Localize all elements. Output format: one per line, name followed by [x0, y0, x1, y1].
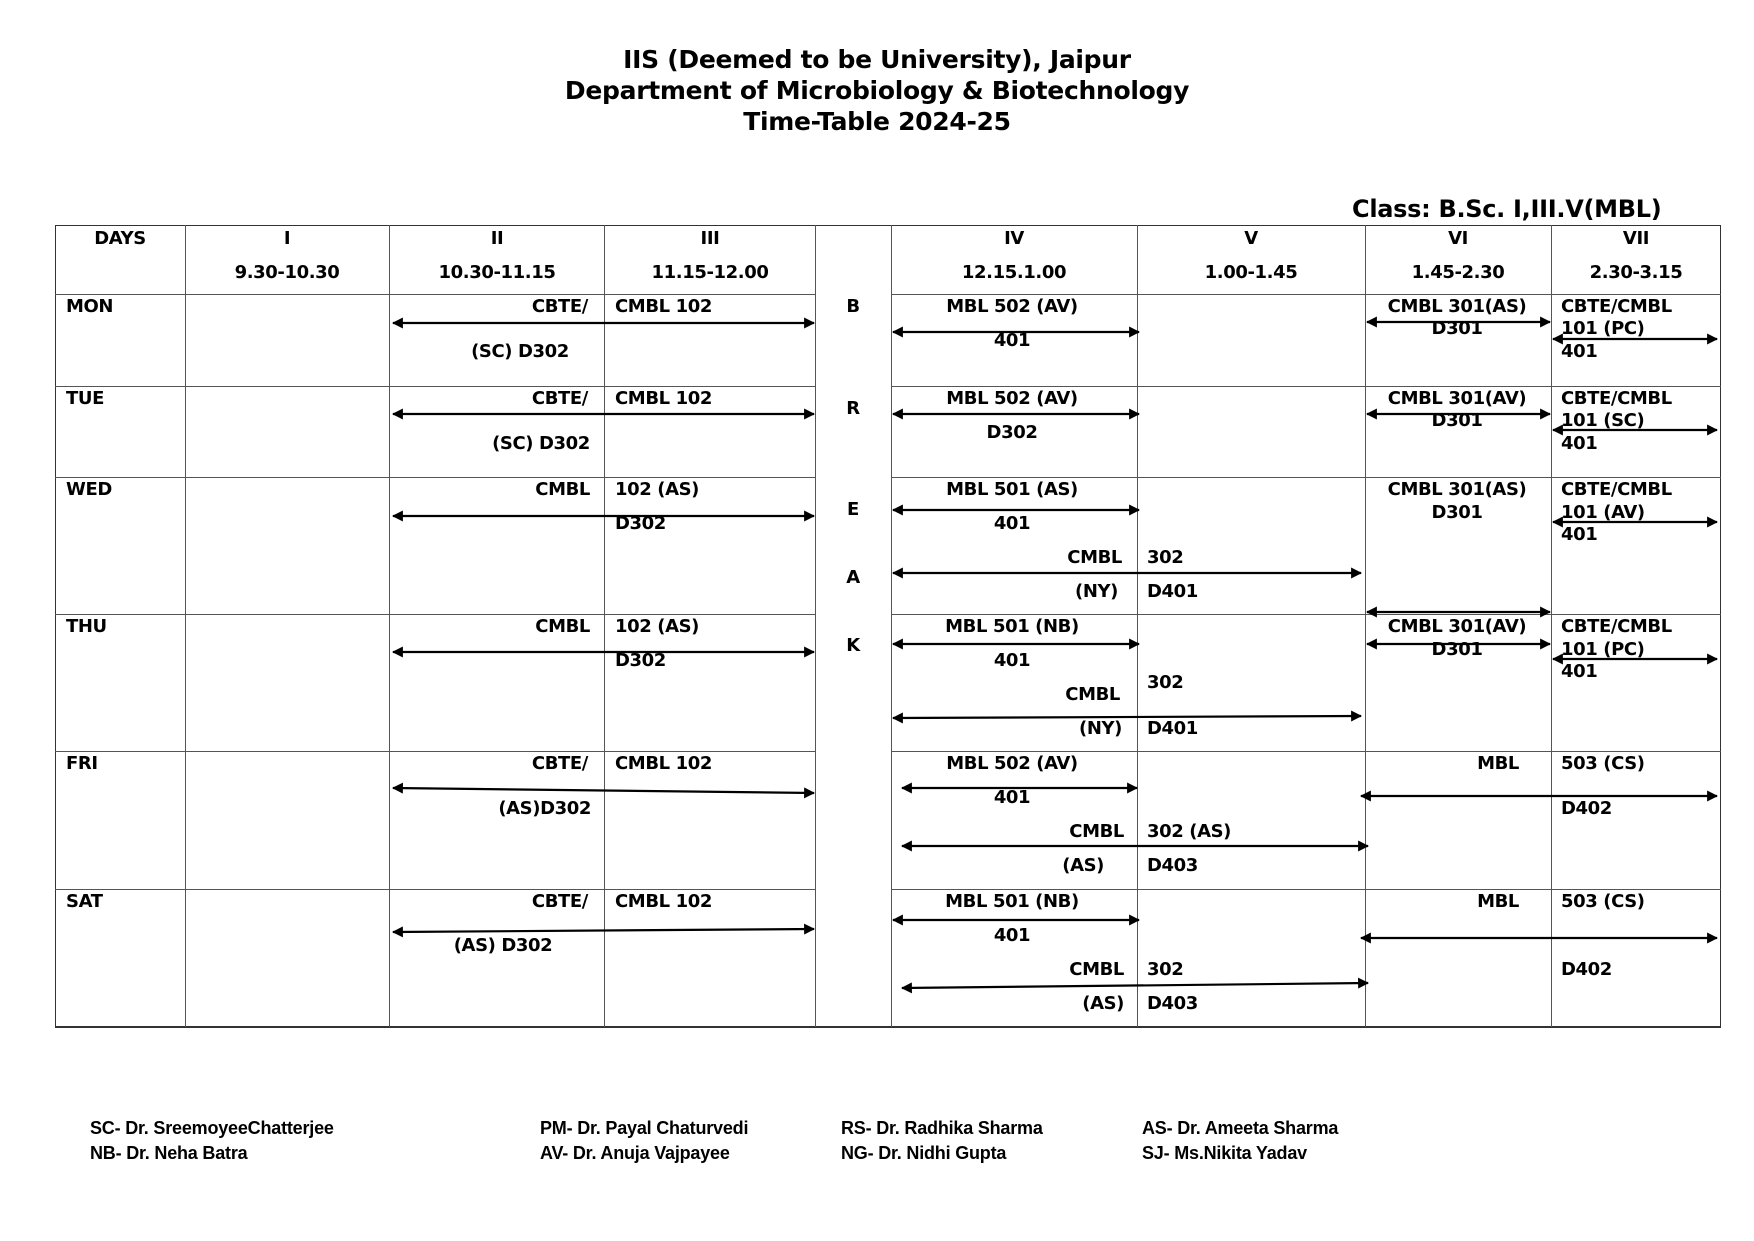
room-info: (SC) D302: [471, 341, 569, 362]
lab-course: CMBL: [1069, 959, 1124, 980]
period-time: 1.45-2.30: [1411, 262, 1505, 283]
course-code: CBTE/CMBL: [1561, 296, 1672, 317]
room-info: 401: [993, 650, 1031, 671]
days-header: DAYS: [94, 228, 146, 249]
course-code: CMBL: [535, 616, 590, 637]
course-code: CBTE/: [531, 388, 588, 409]
period-numeral: III: [700, 228, 720, 249]
room-info: D301: [1431, 318, 1483, 339]
university-title: IIS (Deemed to be University), Jaipur: [623, 45, 1131, 74]
day-label: FRI: [66, 753, 98, 774]
period-time: 10.30-11.15: [438, 262, 556, 283]
course-code: 101 (AV): [1561, 502, 1645, 523]
room-info: (SC) D302: [492, 433, 590, 454]
lab-course: CMBL: [1067, 547, 1122, 568]
legend-entry: AS- Dr. Ameeta Sharma: [1142, 1118, 1339, 1138]
lab-course: CMBL: [1065, 684, 1120, 705]
course-code: 101 (PC): [1561, 639, 1645, 660]
room-info: 401: [1561, 433, 1598, 454]
course-code: CMBL 301(AS): [1387, 296, 1527, 317]
day-label: TUE: [66, 388, 104, 409]
room-info: 401: [1561, 661, 1598, 682]
lab-course: 302: [1147, 547, 1184, 568]
course-code: MBL: [1477, 891, 1519, 912]
legend-entry: RS- Dr. Radhika Sharma: [841, 1118, 1043, 1138]
legend-entry: PM- Dr. Payal Chaturvedi: [540, 1118, 749, 1138]
period-time: 12.15.1.00: [961, 262, 1067, 283]
day-label: SAT: [66, 891, 103, 912]
room-info: 401: [1561, 524, 1598, 545]
lab-course: 302: [1147, 959, 1184, 980]
lab-faculty: (AS): [1082, 993, 1124, 1014]
course-code: CMBL 301(AV): [1387, 616, 1527, 637]
legend-entry: NG- Dr. Nidhi Gupta: [841, 1143, 1007, 1163]
lab-room: D403: [1147, 993, 1198, 1014]
lab-course: CMBL: [1069, 821, 1124, 842]
break-letter: A: [846, 567, 860, 588]
course-code: MBL 501 (NB): [945, 891, 1079, 912]
period-numeral: V: [1244, 228, 1258, 249]
lab-course: 302 (AS): [1147, 821, 1231, 842]
break-letter: B: [846, 296, 860, 317]
legend-entry: NB- Dr. Neha Batra: [90, 1143, 248, 1163]
course-code: CMBL 102: [615, 388, 712, 409]
period-time: 11.15-12.00: [651, 262, 769, 283]
course-code: CBTE/CMBL: [1561, 388, 1672, 409]
course-code: MBL 502 (AV): [946, 296, 1078, 317]
day-label: MON: [66, 296, 114, 317]
lab-course: 302: [1147, 672, 1184, 693]
course-code: MBL 502 (AV): [946, 388, 1078, 409]
course-code: 503 (CS): [1561, 753, 1645, 774]
break-letter: K: [846, 635, 860, 656]
course-code: MBL 501 (AS): [946, 479, 1078, 500]
period-numeral: I: [283, 228, 291, 249]
course-code: 102 (AS): [615, 616, 699, 637]
room-info: D302: [615, 650, 666, 671]
course-code: CMBL 102: [615, 891, 712, 912]
course-code: MBL: [1477, 753, 1519, 774]
room-info: D301: [1431, 639, 1483, 660]
period-numeral: VI: [1448, 228, 1468, 249]
course-code: 101 (PC): [1561, 318, 1645, 339]
course-code: 503 (CS): [1561, 891, 1645, 912]
period-time: 2.30-3.15: [1589, 262, 1683, 283]
period-time: 9.30-10.30: [234, 262, 340, 283]
period-numeral: IV: [1004, 228, 1024, 249]
lab-faculty: (NY): [1075, 581, 1118, 602]
room-info: (AS) D302: [453, 935, 553, 956]
room-info: 401: [1561, 341, 1598, 362]
room-info: D301: [1431, 502, 1483, 523]
double-arrow-icon: [893, 716, 1361, 718]
course-code: CMBL: [535, 479, 590, 500]
course-code: CBTE/CMBL: [1561, 616, 1672, 637]
legend-entry: SC- Dr. SreemoyeeChatterjee: [90, 1118, 334, 1138]
room-info: D301: [1431, 410, 1483, 431]
double-arrow-icon: [393, 788, 814, 793]
class-label: Class: B.Sc. I,III.V(MBL): [1352, 195, 1662, 223]
lab-room: D401: [1147, 718, 1198, 739]
double-arrow-icon: [902, 983, 1368, 988]
course-code: CMBL 301(AV): [1387, 388, 1527, 409]
lab-room: D403: [1147, 855, 1198, 876]
period-numeral: II: [490, 228, 504, 249]
room-info: 401: [993, 787, 1031, 808]
day-label: THU: [66, 616, 107, 637]
room-info: D402: [1561, 798, 1612, 819]
course-code: MBL 501 (NB): [945, 616, 1079, 637]
course-code: CMBL 301(AS): [1387, 479, 1527, 500]
course-code: CBTE/: [531, 891, 588, 912]
day-label: WED: [66, 479, 112, 500]
course-code: 101 (SC): [1561, 410, 1645, 431]
room-info: 401: [993, 330, 1031, 351]
room-info: (AS)D302: [498, 798, 591, 819]
course-code: 102 (AS): [615, 479, 699, 500]
double-arrow-icon: [393, 929, 814, 932]
room-info: D302: [615, 513, 666, 534]
course-code: MBL 502 (AV): [946, 753, 1078, 774]
course-code: CBTE/: [531, 296, 588, 317]
room-info: D402: [1561, 959, 1612, 980]
legend-entry: AV- Dr. Anuja Vajpayee: [540, 1143, 730, 1163]
break-letter: E: [847, 499, 859, 520]
room-info: 401: [993, 513, 1031, 534]
course-code: CMBL 102: [615, 296, 712, 317]
legend-entry: SJ- Ms.Nikita Yadav: [1142, 1143, 1307, 1163]
course-code: CMBL 102: [615, 753, 712, 774]
lab-faculty: (AS): [1062, 855, 1104, 876]
course-code: CBTE/: [531, 753, 588, 774]
timetable-title: Time-Table 2024-25: [743, 107, 1011, 136]
lab-faculty: (NY): [1079, 718, 1122, 739]
course-code: CBTE/CMBL: [1561, 479, 1672, 500]
department-title: Department of Microbiology & Biotechnology: [564, 76, 1190, 105]
room-info: D302: [986, 422, 1038, 443]
room-info: 401: [993, 925, 1031, 946]
break-letter: R: [846, 398, 860, 419]
lab-room: D401: [1147, 581, 1198, 602]
period-time: 1.00-1.45: [1204, 262, 1298, 283]
period-numeral: VII: [1622, 228, 1650, 249]
